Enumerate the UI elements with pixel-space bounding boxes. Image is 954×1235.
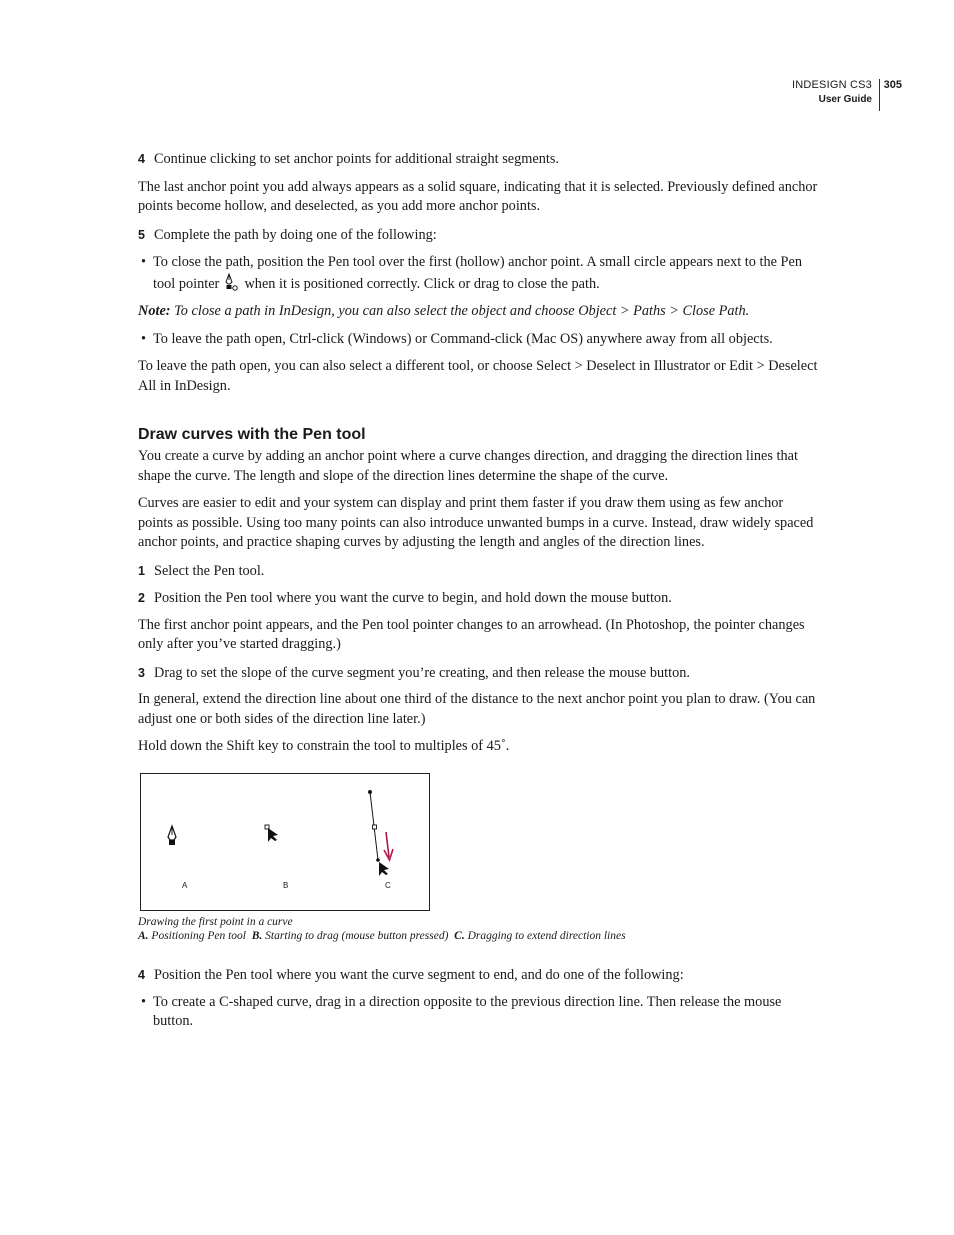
step-number: 1 (138, 563, 145, 578)
paragraph: The first anchor point appears, and the Pen tool pointer changes to an arrowhead. (In Photoshop, the pointer changes only after you’ve started dragging.) (138, 616, 805, 652)
step-number: 2 (138, 591, 145, 605)
pen-tool-icon (168, 826, 176, 845)
paragraph: Hold down the Shift key to constrain the tool to multiples of 45˚. (138, 738, 510, 754)
paragraph: Curves are easier to edit and your system can display and print them faster if you draw them using as few anchor points as possible. Using too many points can also introduce unwanted bumps in a curve. Instead, draw widely spaced anchor points, and practice shaping curves by adjusting the length and angles of the direction lines. (138, 495, 814, 550)
step-2 (138, 589, 818, 609)
note-text: To close a path in InDesign, you can also select the object and choose Object > Paths > Close Path. (174, 303, 750, 319)
bullet-text: To create a C-shaped curve, drag in a direction opposite to the previous direction line. Then release the mouse button. (153, 993, 782, 1029)
figure-label-a: A (182, 881, 188, 890)
note (138, 302, 818, 322)
step-number: 4 (138, 152, 145, 166)
paragraph: To leave the path open, you can also select a different tool, or choose Select > Deselect in Illustrator or Edit > Deselect All in InDesign. (138, 358, 818, 394)
running-header (791, 79, 902, 105)
step-number: 3 (138, 665, 145, 680)
bullet-text: when it is positioned correctly. Click or drag to close the path. (244, 275, 600, 292)
drag-arrow-icon (384, 832, 393, 860)
step-number: 4 (138, 968, 145, 982)
bullet-item: • To leave the path open, Ctrl-click (Windows) or Command-click (Mac OS) anywhere away from all objects. (138, 330, 818, 350)
step-text: Continue clicking to set anchor points for additional straight segments. (154, 151, 560, 167)
caption-legend: A. Positioning Pen tool B. Starting to drag (mouse button pressed) C. Dragging to extend direction lines (138, 930, 626, 942)
bullet-text: To close the path, position the Pen tool over the first (hollow) anchor point. A small circle appears next to the Pen tool pointer (153, 254, 802, 292)
paragraph: You create a curve by adding an anchor point where a curve changes direction, and dragging the direction lines that shape the curve. The length and slope of the direction lines determine the shape of the curve. (138, 448, 798, 484)
step-text: Position the Pen tool where you want the curve to begin, and hold down the mouse button. (154, 590, 672, 606)
pen-close-icon (223, 273, 241, 291)
figure-label-b: B (283, 881, 289, 890)
paragraph: The last anchor point you add always appears as a solid square, indicating that it is selected. Previously defined anchor points become hollow, and deselected, as you add more anchor points. (138, 178, 818, 214)
step-text: Select the Pen tool. (154, 562, 265, 579)
figure-label-c: C (385, 881, 391, 890)
figure-pen-curve (140, 773, 430, 911)
step-text: Position the Pen tool where you want the curve segment to end, and do one of the following: (154, 967, 684, 983)
guide-name: User Guide (818, 94, 872, 105)
step-4-continue (138, 150, 818, 170)
product-name: INDESIGN CS3 (791, 79, 872, 91)
note-label: Note: (138, 303, 171, 319)
bullet-item: • To close the path, position the Pen tool over the first (hollow) anchor point. A small circle appears next to the Pen tool pointer when it is positioned correctly. Click or drag to close the path. (141, 254, 802, 292)
step-number: 5 (138, 227, 145, 242)
section-heading: Draw curves with the Pen tool (138, 426, 366, 443)
page-number: 305 (879, 79, 902, 111)
paragraph: In general, extend the direction line about one third of the distance to the next anchor point you plan to draw. (You can adjust one or both sides of the direction line later.) (138, 691, 816, 727)
bullet-text: To leave the path open, Ctrl-click (Windows) or Command-click (Mac OS) anywhere away from all objects. (153, 330, 773, 347)
step-4-position (138, 966, 818, 986)
step-text: Complete the path by doing one of the following: (154, 226, 437, 243)
body-text (138, 150, 818, 757)
step-text: Drag to set the slope of the curve segment you’re creating, and then release the mouse button. (154, 664, 690, 681)
bullet-item: • To create a C-shaped curve, drag in a direction opposite to the previous direction line. Then release the mouse button. (138, 993, 818, 1032)
step-5 (138, 226, 818, 246)
step-1 (138, 562, 818, 582)
caption-title: Drawing the first point in a curve (138, 916, 293, 928)
body-text-continued (138, 966, 818, 1032)
step-3 (138, 664, 818, 684)
figure-caption (138, 915, 626, 943)
arrowhead-pointer-icon (265, 825, 278, 842)
